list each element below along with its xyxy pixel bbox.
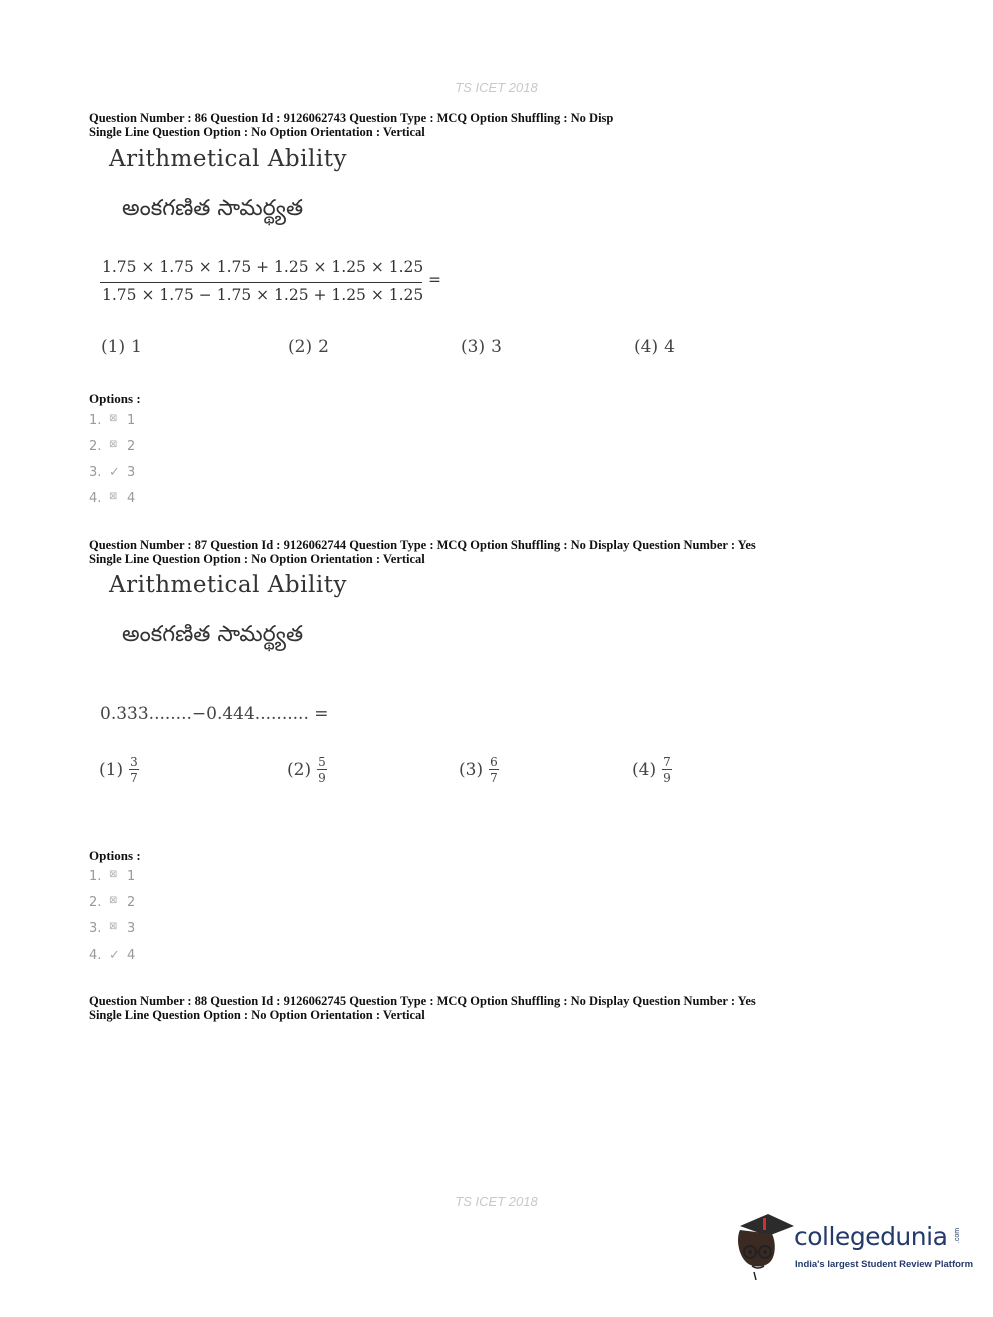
fraction-bar (100, 282, 422, 283)
choice-1 (101, 337, 142, 357)
meta-line: Question Number : 88 Question Id : 9126062745 Question Type : MCQ Option Shuffling : No Display Question Number : Yes (89, 994, 756, 1008)
option-number: 3. (89, 465, 102, 480)
choice-value: 1 (131, 337, 142, 357)
option-row (89, 465, 135, 480)
choice-label: (2) (288, 337, 313, 357)
options-title: Options : (89, 391, 141, 406)
fraction-numerator: 3 (130, 755, 138, 769)
fraction-numerator: 5 (318, 755, 326, 769)
option-value: 3 (127, 465, 136, 480)
choice-3 (459, 756, 499, 784)
option-row (89, 921, 135, 936)
choice-label: (4) (634, 337, 659, 357)
wrong-icon: ⊠ (109, 921, 118, 932)
meta-line: Single Line Question Option : No Option Orientation : Vertical (89, 552, 425, 566)
fraction-denominator: 7 (490, 771, 498, 785)
option-number: 2. (89, 895, 102, 910)
choice-fraction (129, 756, 139, 784)
option-value: 4 (127, 948, 136, 963)
choice-1 (99, 756, 139, 784)
subject-heading-telugu: అంకగణిత సామర్థ్యత (122, 622, 304, 647)
expression-denominator: 1.75 × 1.75 − 1.75 × 1.25 + 1.25 × 1.25 (102, 286, 424, 304)
logo-brand: collegedunia (794, 1222, 948, 1251)
option-number: 3. (89, 921, 102, 936)
option-row (89, 439, 135, 454)
option-row (89, 869, 135, 884)
question-expression: 0.333........−0.444.......... = (100, 704, 329, 724)
meta-line: Single Line Question Option : No Option Orientation : Vertical (89, 125, 425, 139)
correct-icon: ✓ (109, 948, 120, 963)
choice-2 (287, 756, 327, 784)
fraction-denominator: 9 (663, 771, 671, 785)
subject-heading: Arithmetical Ability (109, 146, 347, 172)
meta-line: Question Number : 87 Question Id : 9126062744 Question Type : MCQ Option Shuffling : No Display Question Number : Yes (89, 538, 756, 552)
choice-label: (1) (99, 759, 124, 780)
wrong-icon: ⊠ (109, 895, 118, 906)
wrong-icon: ⊠ (109, 439, 118, 450)
choice-label: (3) (461, 337, 486, 357)
option-number: 1. (89, 869, 102, 884)
choice-4 (634, 337, 675, 357)
fraction-denominator: 9 (318, 771, 326, 785)
question-meta-86 (89, 111, 613, 139)
option-number: 1. (89, 413, 102, 428)
choice-label: (1) (101, 337, 126, 357)
meta-line: Question Number : 86 Question Id : 9126062743 Question Type : MCQ Option Shuffling : No Disp (89, 111, 614, 125)
fraction-denominator: 7 (130, 771, 138, 785)
choice-2 (288, 337, 329, 357)
choice-label: (4) (632, 759, 657, 780)
fraction-numerator: 6 (490, 755, 498, 769)
choice-value: 3 (491, 337, 502, 357)
option-row (89, 948, 135, 963)
header-watermark: TS ICET 2018 (455, 80, 538, 95)
choice-value: 2 (318, 337, 329, 357)
question-meta-88 (89, 994, 756, 1022)
choice-fraction (489, 756, 499, 784)
option-row (89, 491, 135, 506)
expression-numerator: 1.75 × 1.75 × 1.75 + 1.25 × 1.25 × 1.25 (102, 258, 424, 276)
choice-4 (632, 756, 672, 784)
choice-label: (2) (287, 759, 312, 780)
logo-tagline: India's largest Student Review Platform (795, 1259, 974, 1270)
option-value: 3 (127, 921, 136, 936)
option-value: 1 (127, 413, 136, 428)
footer-watermark: TS ICET 2018 (455, 1194, 538, 1209)
option-number: 4. (89, 948, 102, 963)
option-number: 2. (89, 439, 102, 454)
wrong-icon: ⊠ (109, 413, 118, 424)
logo-com: .com (954, 1227, 962, 1244)
equals-sign: = (428, 271, 441, 289)
choice-fraction (317, 756, 327, 784)
choice-3 (461, 337, 502, 357)
fraction-numerator: 7 (663, 755, 671, 769)
meta-line: Single Line Question Option : No Option Orientation : Vertical (89, 1008, 425, 1022)
mascot-icon (734, 1210, 796, 1282)
correct-icon: ✓ (109, 465, 120, 480)
choice-value: 4 (664, 337, 675, 357)
option-row (89, 413, 135, 428)
option-value: 4 (127, 491, 136, 506)
collegedunia-logo[interactable] (734, 1210, 974, 1282)
option-value: 2 (127, 439, 136, 454)
choice-fraction (662, 756, 672, 784)
wrong-icon: ⊠ (109, 491, 118, 502)
options-title: Options : (89, 848, 141, 863)
option-row (89, 895, 135, 910)
subject-heading: Arithmetical Ability (109, 572, 347, 598)
option-number: 4. (89, 491, 102, 506)
option-value: 2 (127, 895, 136, 910)
question-meta-87 (89, 538, 756, 566)
option-value: 1 (127, 869, 136, 884)
wrong-icon: ⊠ (109, 869, 118, 880)
subject-heading-telugu: అంకగణిత సామర్థ్యత (122, 196, 304, 221)
choice-label: (3) (459, 759, 484, 780)
